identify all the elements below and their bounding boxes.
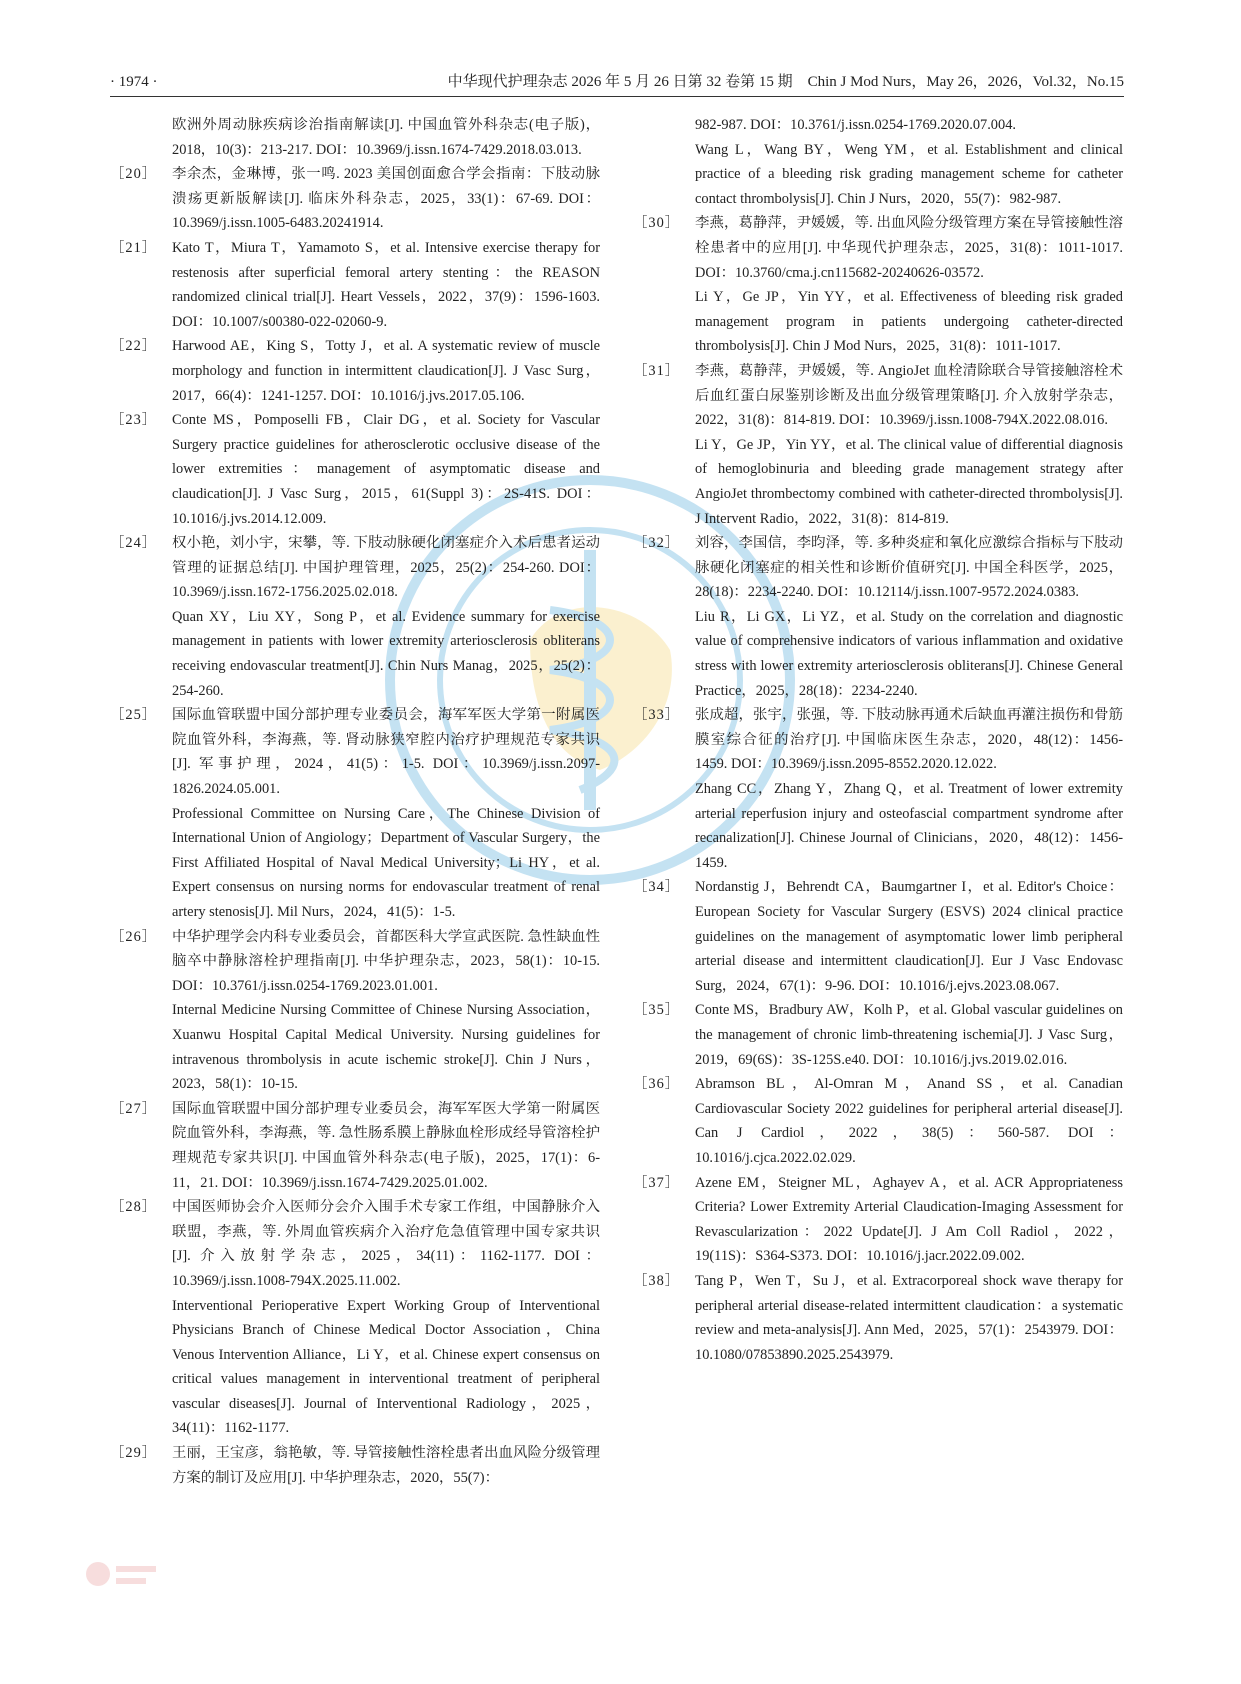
reference-text: 王丽，王宝彦，翁艳敏，等. 导管接触性溶栓患者出血风险分级管理方案的制订及应用[J]. 中华护理杂志，2020，55(7)： bbox=[172, 1445, 600, 1486]
reference-number: ［35］ bbox=[633, 1002, 681, 1019]
reference-entry bbox=[110, 1195, 600, 1441]
reference-entry bbox=[110, 531, 600, 703]
reference-text: Abramson BL，Al-Omran M，Anand SS，et al. Canadian Cardiovascular Society 2022 guidelines for peripheral arterial disease[J]. Can J Cardiol，2022，38(5)：560-587. DOI：10.1016/j.cjca.2022.02.029. bbox=[695, 1076, 1123, 1166]
reference-continuation bbox=[633, 138, 1123, 212]
journal-citation-line: 中华现代护理杂志 2026 年 5 月 26 日第 32 卷第 15 期 Chin J Mod Nurs，May 26，2026，Vol.32，No.15 bbox=[447, 74, 1124, 90]
reference-entry bbox=[633, 211, 1123, 359]
reference-entry bbox=[110, 703, 600, 924]
reference-text: 国际血管联盟中国分部护理专业委员会，海军军医大学第一附属医院血管外科，李海燕，等. 急性肠系膜上静脉血栓形成经导管溶栓护理规范专家共识[J]. 中国血管外科杂志(电子版)，2025，17(1)：6-11，21. DOI：10.3969/j.issn.1674-7429.2025.01.002. bbox=[172, 1100, 600, 1191]
reference-entry bbox=[633, 531, 1123, 703]
reference-text: 中华护理学会内科专业委员会，首都医科大学宣武医院. 急性缺血性脑卒中静脉溶栓护理指南[J]. 中华护理杂志，2023，58(1)：10-15. DOI：10.3761/j.issn.0254-1769.2023.01.001. bbox=[172, 928, 600, 994]
reference-entry bbox=[633, 703, 1123, 875]
reference-text: 中国医师协会介入医师分会介入围手术专家工作组，中国静脉介入联盟，李燕，等. 外周血管疾病介入治疗危急值管理中国专家共识[J]. 介入放射学杂志，2025，34(11)：1162-1177. DOI：10.3969/j.issn.1008-794X.2025.11.002. bbox=[172, 1199, 600, 1289]
reference-entry bbox=[110, 408, 600, 531]
reference-number: ［34］ bbox=[633, 879, 681, 896]
reference-entry bbox=[633, 998, 1123, 1072]
reference-number: ［28］ bbox=[110, 1199, 158, 1216]
reference-text: Wang L，Wang BY，Weng YM，et al. Establishment and clinical practice of a bleeding risk grading management scheme for catheter contact thrombolysis[J]. Chin J Nurs，2020，55(7)：982-987. bbox=[695, 141, 1123, 207]
reference-text: Nordanstig J，Behrendt CA，Baumgartner I，et al. Editor's Choice：European Society for Vascular Surgery (ESVS) 2024 clinical practice guidelines on the management of asymptomatic lower limb peripheral arterial disease and intermittent claudication[J]. Eur J Vasc Endovasc Surg，2024，67(1)：9-96. DOI：10.1016/j.ejvs.2023.08.067. bbox=[695, 879, 1123, 994]
reference-number: ［27］ bbox=[110, 1100, 158, 1117]
reference-entry bbox=[110, 1441, 600, 1490]
reference-text: 国际血管联盟中国分部护理专业委员会，海军军医大学第一附属医院血管外科，李海燕，等. 肾动脉狭窄腔内治疗护理规范专家共识[J]. 军事护理，2024，41(5)：1-5. DOI：10.3969/j.issn.2097-1826.2024.05.001. bbox=[172, 707, 600, 798]
reference-number: ［31］ bbox=[633, 362, 681, 379]
reference-text: Harwood AE，King S，Totty J，et al. A systematic review of muscle morphology and function in intermittent claudication[J]. J Vasc Surg，2017，66(4)：1241-1257. DOI：10.1016/j.jvs.2017.05.106. bbox=[172, 338, 600, 404]
reference-text: Conte MS，Bradbury AW，Kolh P，et al. Global vascular guidelines on the management of chronic limb-threatening ischemia[J]. J Vasc Surg，2019，69(6S)：3S-125S.e40. DOI：10.1016/j.jvs.2019.02.016. bbox=[695, 1002, 1123, 1068]
reference-entry bbox=[633, 359, 1123, 531]
reference-entry bbox=[110, 925, 600, 1097]
reference-entry bbox=[110, 162, 600, 236]
reference-continuation bbox=[110, 113, 600, 162]
header-rule bbox=[110, 96, 1124, 97]
reference-number: ［29］ bbox=[110, 1445, 158, 1462]
reference-text: Li Y，Ge JP，Yin YY，et al. Effectiveness of bleeding risk graded management program in patients undergoing catheter-directed thrombolysis[J]. Chin J Mod Nurs，2025，31(8)：1011-1017. bbox=[695, 289, 1123, 355]
reference-number: ［25］ bbox=[110, 707, 158, 724]
reference-text: Li Y，Ge JP，Yin YY，et al. The clinical value of differential diagnosis of hemoglobinuria and bleeding grade management strategy after AngioJet thrombectomy combined with catheter-directed thrombolysis[J]. J Intervent Radio，2022，31(8)：814-819. bbox=[695, 436, 1123, 527]
page-header bbox=[110, 70, 1124, 94]
reference-text: 李余杰，金琳博，张一鸣. 2023 美国创面愈合学会指南：下肢动脉溃疡更新版解读[J]. 临床外科杂志，2025，33(1)：67-69. DOI：10.3969/j.issn.1005-6483.20241914. bbox=[172, 166, 600, 232]
reference-entry bbox=[633, 1269, 1123, 1367]
reference-text: Interventional Perioperative Expert Working Group of Interventional Physicians Branch of Chinese Medical Doctor Association，China Venous Intervention Alliance，Li Y，et al. Chinese expert consensus on critical values management in interventional treatment of peripheral vascular diseases[J]. Journal of Interventional Radiology，2025，34(11)：1162-1177. bbox=[172, 1297, 600, 1437]
reference-text: 权小艳，刘小宇，宋攀，等. 下肢动脉硬化闭塞症介入术后患者运动管理的证据总结[J]. 中国护理管理，2025，25(2)：254-260. DOI：10.3969/j.issn.1672-1756.2025.02.018. bbox=[172, 535, 600, 601]
page-number: · 1974 · bbox=[110, 74, 158, 90]
reference-number: ［32］ bbox=[633, 535, 681, 552]
reference-entry bbox=[110, 1097, 600, 1195]
reference-number: ［22］ bbox=[110, 338, 158, 355]
reference-number: ［37］ bbox=[633, 1174, 681, 1191]
reference-number: ［30］ bbox=[633, 215, 681, 232]
left-reference-column bbox=[110, 113, 600, 1490]
right-reference-column bbox=[633, 113, 1123, 1367]
reference-entry bbox=[633, 1072, 1123, 1170]
reference-text: 李燕，葛静萍，尹媛媛，等. AngioJet 血栓清除联合导管接触溶栓术后血红蛋白尿鉴别诊断及出血分级管理策略[J]. 介入放射学杂志，2022，31(8)：814-819. DOI：10.3969/j.issn.1008-794X.2022.08.016. bbox=[695, 362, 1123, 429]
reference-number: ［23］ bbox=[110, 412, 158, 429]
reference-text: Quan XY，Liu XY，Song P，et al. Evidence summary for exercise management in patients with lower extremity arteriosclerosis obliterans receiving endovascular treatment[J]. Chin Nurs Manag，2025，25(2)：254-260. bbox=[172, 608, 600, 699]
reference-number: ［36］ bbox=[633, 1076, 681, 1093]
reference-text: Conte MS，Pomposelli FB，Clair DG，et al. Society for Vascular Surgery practice guidelines for atherosclerotic occlusive disease of the lower extremities：management of asymptomatic disease and claudication[J]. J Vasc Surg，2015，61(Suppl 3)：2S-41S. DOI：10.1016/j.jvs.2014.12.009. bbox=[172, 412, 600, 527]
reference-text: 李燕，葛静萍，尹媛媛，等. 出血风险分级管理方案在导管接触性溶栓患者中的应用[J]. 中华现代护理杂志，2025，31(8)：1011-1017. DOI：10.3760/cma.j.cn115682-20240626-03572. bbox=[695, 215, 1123, 281]
reference-number: ［38］ bbox=[633, 1272, 681, 1289]
reference-entry bbox=[110, 236, 600, 334]
reference-text: 张成超，张宇，张强，等. 下肢动脉再通术后缺血再灌注损伤和骨筋膜室综合征的治疗[J]. 中国临床医生杂志，2020，48(12)：1456-1459. DOI：10.3969/j.issn.2095-8552.2020.12.022. bbox=[695, 707, 1123, 773]
reference-text: Azene EM，Steigner ML，Aghayev A，et al. ACR Appropriateness Criteria? Lower Extremity Arterial Claudication-Imaging Assessment for Revascularization：2022 Update[J]. J Am Coll Radiol，2022，19(11S)：S364-S373. DOI：10.1016/j.jacr.2022.09.002. bbox=[695, 1174, 1123, 1265]
reference-number: ［33］ bbox=[633, 707, 681, 724]
reference-number: ［21］ bbox=[110, 239, 158, 256]
reference-text: Kato T，Miura T，Yamamoto S，et al. Intensive exercise therapy for restenosis after superficial femoral artery stenting：the REASON randomized clinical trial[J]. Heart Vessels，2022，37(9)：1596-1603. DOI：10.1007/s00380-022-02060-9. bbox=[172, 239, 600, 330]
reference-text: Tang P，Wen T，Su J，et al. Extracorporeal shock wave therapy for peripheral arterial disease-related intermittent claudication：a systematic review and meta-analysis[J]. Ann Med，2025，57(1)：2543979. DOI：10.1080/07853890.2025.2543979. bbox=[695, 1272, 1123, 1363]
reference-text: 刘容，李国信，李昀泽，等. 多种炎症和氧化应激综合指标与下肢动脉硬化闭塞症的相关性和诊断价值研究[J]. 中国全科医学，2025，28(18)：2234-2240. DOI：10.12114/j.issn.1007-9572.2024.0383. bbox=[695, 535, 1123, 601]
reference-entry bbox=[633, 875, 1123, 998]
corner-logo-icon bbox=[80, 1552, 160, 1612]
reference-text: 982-987. DOI：10.3761/j.issn.0254-1769.2020.07.004. bbox=[695, 117, 1016, 133]
reference-text: Professional Committee on Nursing Care，The Chinese Division of International Union of Angiology；Department of Vascular Surgery，the First Affiliated Hospital of Naval Medical University；Li HY，et al. Expert consensus on nursing norms for endovascular treatment of renal artery stenosis[J]. Mil Nurs，2024，41(5)：1-5. bbox=[172, 805, 600, 920]
reference-entry bbox=[633, 1171, 1123, 1269]
reference-text: Liu R，Li GX，Li YZ，et al. Study on the correlation and diagnostic value of comprehensive indicators of various inflammation and oxidative stress with lower extremity arteriosclerosis obliterans[J]. Chinese General Practice，2025，28(18)：2234-2240. bbox=[695, 608, 1123, 699]
reference-text: 欧洲外周动脉疾病诊治指南解读[J]. 中国血管外科杂志(电子版)，2018，10(3)：213-217. DOI：10.3969/j.issn.1674-7429.2018.03.013. bbox=[172, 117, 600, 158]
reference-text: Internal Medicine Nursing Committee of Chinese Nursing Association，Xuanwu Hospital Capital Medical University. Nursing guidelines for intravenous thrombolysis in acute ischemic stroke[J]. Chin J Nurs，2023，58(1)：10-15. bbox=[172, 1002, 600, 1093]
reference-text: Zhang CC，Zhang Y，Zhang Q，et al. Treatment of lower extremity arterial reperfusion injury and osteofascial compartment syndrome after recanalization[J]. Chinese Journal of Clinicians，2020，48(12)：1456-1459. bbox=[695, 781, 1123, 871]
reference-entry bbox=[110, 334, 600, 408]
reference-continuation bbox=[633, 113, 1123, 138]
reference-number: ［26］ bbox=[110, 928, 158, 945]
reference-number: ［24］ bbox=[110, 535, 158, 552]
reference-number: ［20］ bbox=[110, 166, 158, 183]
